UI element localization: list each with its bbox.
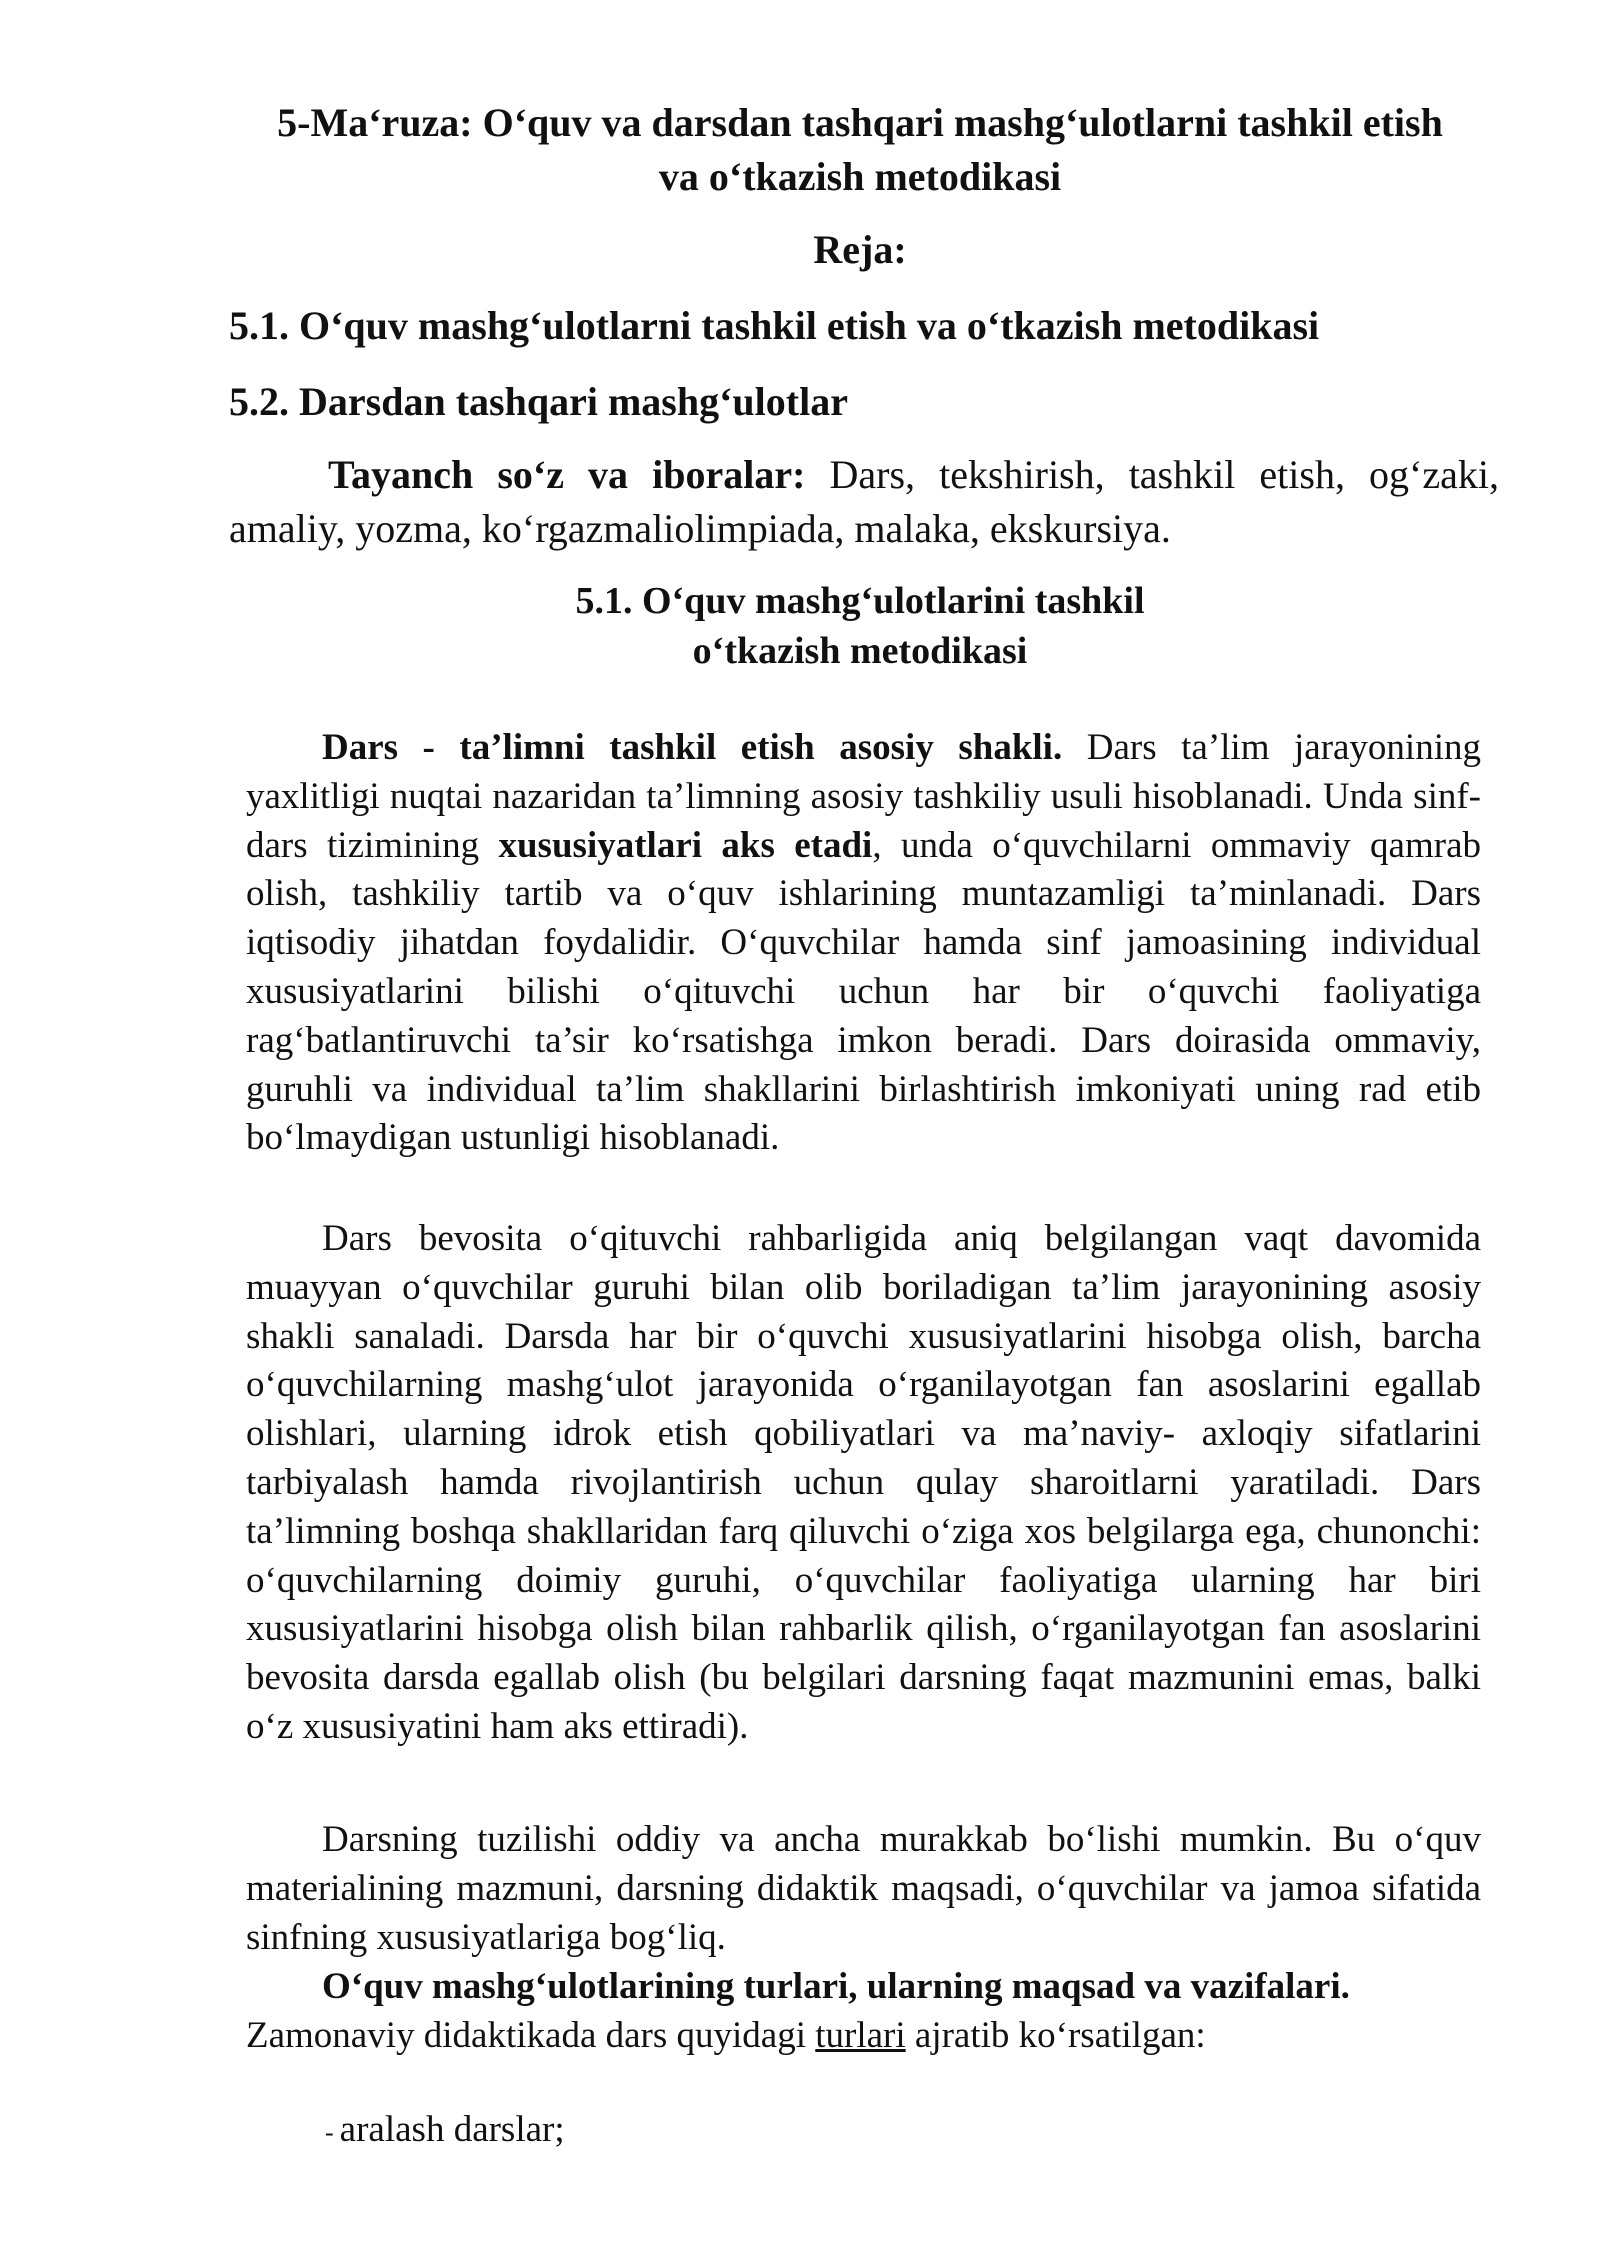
plan-item-5-1: 5.1. O‘quv mashg‘ulotlarni tashkil etish va o‘tkazish metodikasi [229,303,1320,348]
section-heading-line1: 5.1. O‘quv mashg‘ulotlarini tashkil [575,580,1145,622]
paragraph-2: Dars bevosita o‘qituvchi rahbarligida aniq belgilangan vaqt davomida muayyan o‘quvchilar guruhi bilan olib boriladigan ta’lim jarayonining asosiy shakli sanaladi. Darsda har bir o‘quvchi xususiyatlarini hisobga olish, barcha o‘quvchilarning mashg‘ulot jarayonida o‘rganilayotgan fan asoslarini egallab olishlari, ularning idrok etish qobiliyatlari va ma’naviy- axloqiy sifatlarini tarbiyalash hamda rivojlantirish uchun qulay sharoitlarni yaratiladi. Dars ta’limning boshqa shakllaridan farq qiluvchi o‘ziga xos belgilarga ega, chunonchi: o‘quvchilarning doimiy guruhi, o‘quvchilar faoliyatiga ularning har biri xususiyatlarini hisobga olish bilan rahbarlik qilish, o‘rganilayotgan fan asoslarini bevosita darsda egallab olish (bu belgilari darsning faqat mazmunini emas, balki o‘z xususiyatini ham aks ettiradi). [246,1218,1481,1747]
paragraph-4-underlined: turlari [815,2014,906,2056]
plan-item-5-2: 5.2. Darsdan tashqari mashg‘ulotlar [229,379,848,424]
paragraph-3: Darsning tuzilishi oddiy va ancha murakkab bo‘lishi mumkin. Bu o‘quv materialining mazmuni, darsning didaktik maqsadi, o‘quvchilar va jamoa sifatida sinfning xususiyatlariga bog‘liq. [246,1819,1481,1958]
keywords-text: Dars, tekshirish, tashkil etish, og‘zaki, amaliy, yozma, ko‘rgazmaliolimpiada, malaka, ekskursiya. [229,452,1499,551]
section-heading-line2: o‘tkazish metodikasi [692,630,1028,672]
list-item [325,2108,565,2151]
paragraph-4 [246,1963,1481,2061]
section-heading [300,576,1420,676]
lecture-title-line2: va o‘tkazish metodikasi [658,154,1062,199]
paragraph-1-text-a: Dars ta’lim jarayonining yaxlitligi nuqtai nazaridan ta’limning asosiy tashkiliy usuli hisoblanadi. Unda sinf- dars tizimining [246,727,1481,866]
list-item-text: aralash darslar; [339,2109,565,2150]
lecture-title-line1: 5-Ma‘ruza: O‘quv va darsdan tashqari mashg‘ulotlarni tashkil etish [277,100,1443,145]
paragraph-4-text-a: Zamonaviy didaktikada dars quyidagi [246,2014,816,2056]
plan-heading: Reja: [813,227,907,272]
keywords-paragraph [229,448,1499,556]
paragraph-1-emphasis: xususiyatlari aks etadi [498,824,873,866]
paragraph-1-text-b: , unda o‘quvchilarni ommaviy qamrab olish, tashkiliy tartib va o‘quv ishlarining muntazamligi ta’minlanadi. Dars iqtisodiy jihatdan foydalidir. O‘quvchilar hamda sinf jamoasining individual xususiyatlarini bilishi o‘qituvchi uchun har bir o‘quvchi faoliyatiga rag‘batlantiruvchi ta’sir ko‘rsatishga imkon beradi. Dars doirasida ommaviy, guruhli va individual ta’lim shakllarini birlashtirish imkoniyati uning rad etib bo‘lmaydigan ustunligi hisoblanadi. [246,824,1481,1159]
paragraph-4-text-b: ajratib ko‘rsatilgan: [905,2014,1206,2056]
list-dash: - [325,2118,334,2147]
paragraph-4-lead: O‘quv mashg‘ulotlarining turlari, ularning maqsad va vazifalari. [322,1966,1350,2007]
lecture-title [200,96,1520,204]
paragraph-1 [246,724,1481,1163]
lesson-types-list [325,2108,565,2151]
keywords-label: Tayanch so‘z va iboralar: [328,452,806,497]
paragraph-1-lead: Dars - ta’limni tashkil etish asosiy shakli. [322,727,1063,768]
